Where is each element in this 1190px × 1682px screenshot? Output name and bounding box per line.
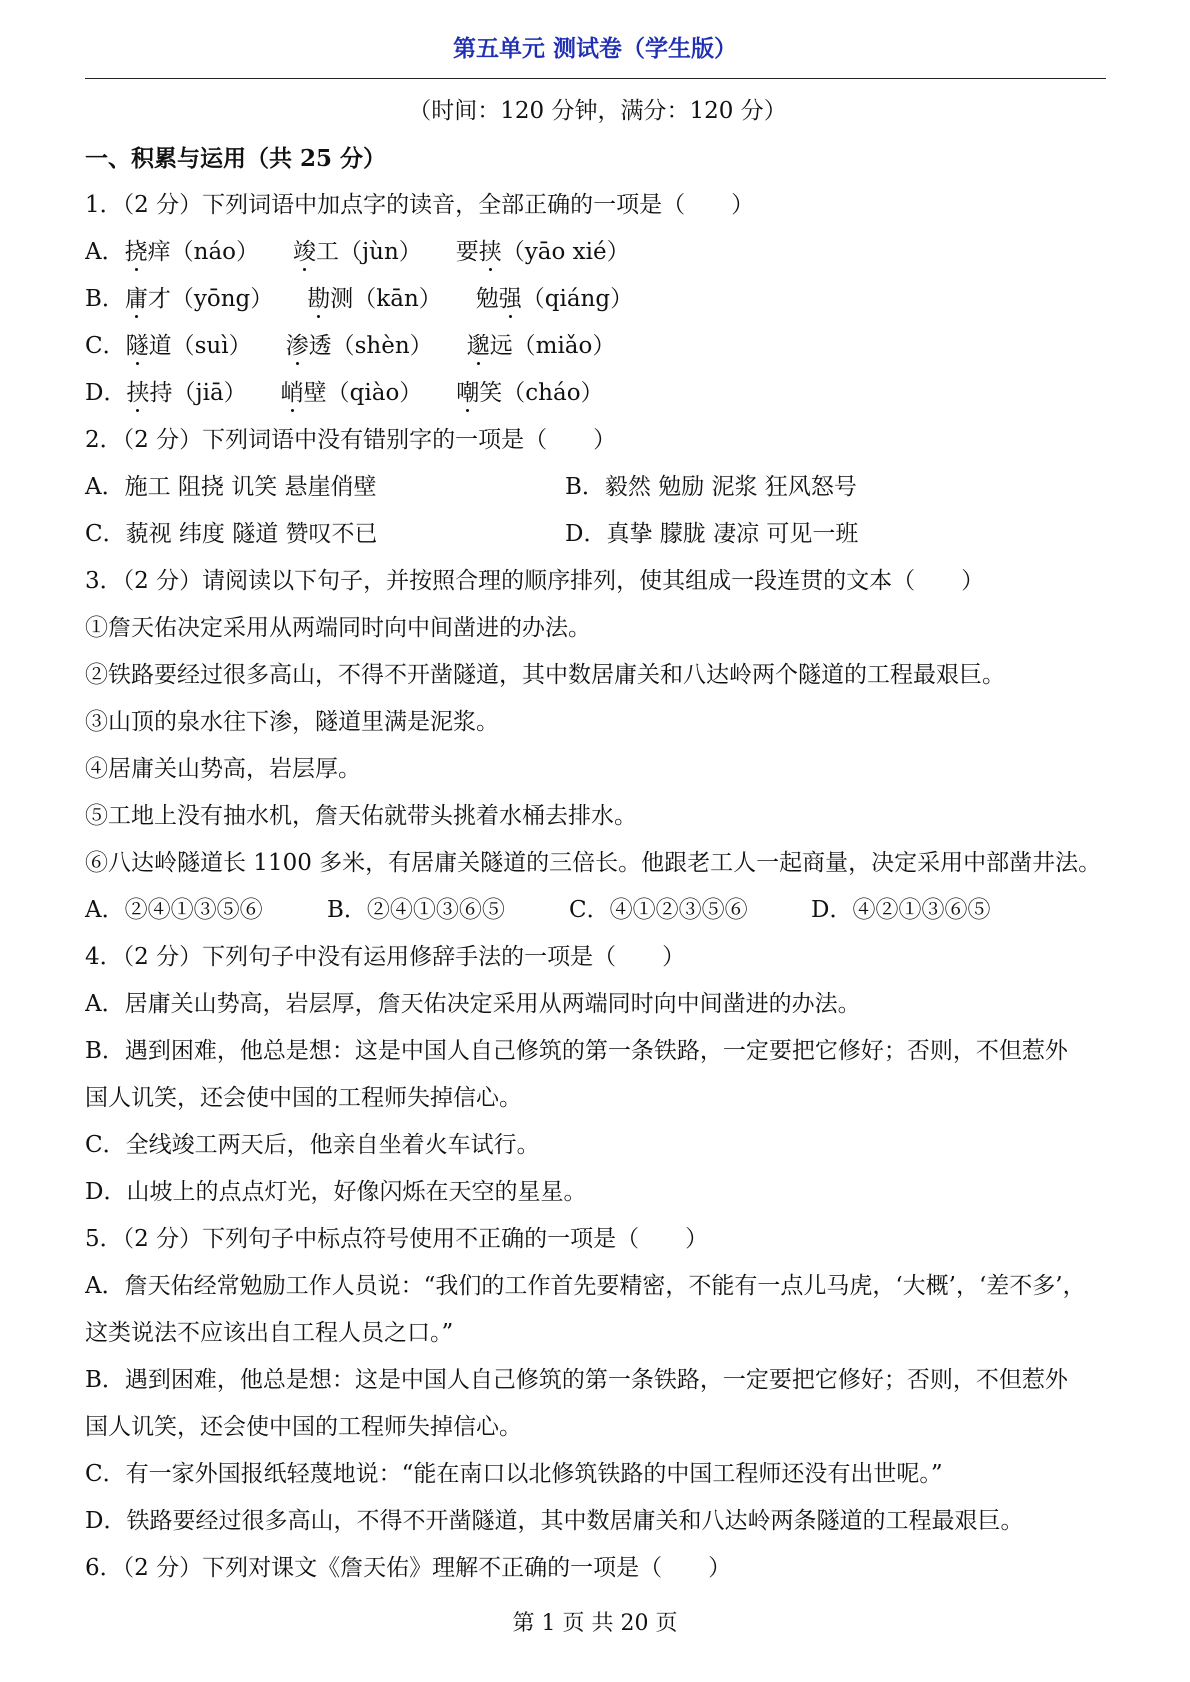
question-5-option-a-line-1: A．詹天佑经常勉励工作人员说：“我们的工作首先要精密，不能有一点儿马虎，‘大概’，‘差不多’， [85, 1273, 1086, 1299]
question-1-option-a [85, 229, 1110, 276]
question-4-option-d: D．山坡上的点点灯光，好像闪烁在天空的星星。 [85, 1179, 587, 1205]
question-3-option-a: A．②④①③⑤⑥ [85, 897, 263, 923]
question-4-option-b-line-1: B．遇到困难，他总是想：这是中国人自己修筑的第一条铁路，一定要把它修好；否则，不但惹外 [85, 1038, 1068, 1064]
emphasized-character: 强 [498, 286, 522, 312]
emphasized-character: 庸 [124, 286, 148, 312]
header-divider [85, 78, 1106, 79]
option-word [126, 380, 246, 406]
question-3-stem: 3．（2 分）请阅读以下句子，并按照合理的顺序排列，使其组成一段连贯的文本（ ） [85, 568, 985, 594]
option-label: D． [85, 380, 127, 406]
option-label: B． [85, 286, 125, 312]
option-word [476, 286, 633, 312]
question-3-sentence-2: ②铁路要经过很多高山，不得不开凿隧道，其中数居庸关和八达岭两个隧道的工程最艰巨。 [85, 662, 1005, 688]
question-2-option-c: C．藐视 纬度 隧道 赞叹不已 [85, 521, 378, 547]
emphasized-character: 峭 [280, 380, 304, 406]
exam-info: （时间：120 分钟，满分：120 分） [408, 98, 787, 124]
word-reading: 道（suì） [148, 333, 252, 359]
question-4-stem: 4．（2 分）下列句子中没有运用修辞手法的一项是（ ） [85, 944, 686, 970]
question-2-options-row-2 [85, 511, 1110, 558]
question-3-sentence-5: ⑤工地上没有抽水机，詹天佑就带头挑着水桶去排水。 [85, 803, 637, 829]
question-5-stem: 5．（2 分）下列句子中标点符号使用不正确的一项是（ ） [85, 1226, 709, 1252]
question-3-option-c: C．④①②③⑤⑥ [569, 897, 748, 923]
question-2-option-d: D．真挚 朦胧 凄凉 可见一班 [565, 521, 859, 547]
question-4-option-a: A．居庸关山势高，岩层厚，詹天佑决定采用从两端同时向中间凿进的办法。 [85, 991, 861, 1017]
section-title: 一、积累与运用（共 25 分） [85, 145, 387, 172]
question-3-option-b: B．②④①③⑥⑤ [327, 897, 505, 923]
question-2-option-b: B．毅然 勉励 泥浆 狂风怒号 [565, 474, 857, 500]
emphasized-character: 挟 [478, 239, 502, 265]
question-5-option-c: C．有一家外国报纸轻蔑地说：“能在南口以北修筑铁路的中国工程师还没有出世呢。” [85, 1461, 943, 1487]
word-reading: 远（miǎo） [489, 333, 616, 359]
option-word [456, 380, 603, 406]
word-reading: 工（jùn） [316, 239, 422, 265]
question-3-sentence-6: ⑥八达岭隧道长 1100 多米，有居庸关隧道的三倍长。他跟老工人一起商量，决定采用中部凿井法。 [85, 850, 1102, 876]
option-word [126, 333, 252, 359]
word-prefix: 要 [455, 239, 479, 265]
word-reading: 痒（náo） [147, 239, 259, 265]
emphasized-character: 渗 [285, 333, 309, 359]
page-title: 第五单元 测试卷（学生版） [452, 36, 737, 62]
question-3-sentence-4: ④居庸关山势高，岩层厚。 [85, 756, 361, 782]
word-reading: 壁（qiào） [303, 380, 423, 406]
emphasized-character: 隧 [125, 333, 149, 359]
question-5-option-d: D．铁路要经过很多高山，不得不开凿隧道，其中数居庸关和八达岭两条隧道的工程最艰巨。 [85, 1508, 1024, 1534]
question-2-stem: 2．（2 分）下列词语中没有错别字的一项是（ ） [85, 427, 617, 453]
option-word [125, 239, 259, 265]
question-5-option-b-line-2: 国人讥笑，还会使中国的工程师失掉信心。 [85, 1414, 522, 1440]
option-word [286, 333, 433, 359]
word-prefix: 勉 [475, 286, 499, 312]
word-reading: 笑（cháo） [479, 380, 604, 406]
question-2-option-a: A．施工 阻挠 讥笑 悬崖俏壁 [85, 474, 377, 500]
option-word [293, 239, 422, 265]
question-3-option-d: D．④②①③⑥⑤ [811, 897, 991, 923]
word-reading: 测（kān） [330, 286, 442, 312]
question-1-option-c [85, 323, 1110, 370]
question-3-sentence-3: ③山顶的泉水往下渗，隧道里满是泥浆。 [85, 709, 499, 735]
question-2-options-row-1 [85, 464, 1110, 511]
emphasized-character: 嘲 [456, 380, 480, 406]
question-3-options [85, 887, 1110, 934]
option-word [281, 380, 423, 406]
emphasized-character: 挟 [126, 380, 150, 406]
question-5-option-a-line-2: 这类说法不应该出自工程人员之口。” [85, 1320, 454, 1346]
emphasized-character: 邈 [466, 333, 490, 359]
word-reading: 才（yōng） [147, 286, 274, 312]
option-label: A． [85, 239, 125, 265]
option-label: C． [85, 333, 126, 359]
word-reading: 持（jiā） [149, 380, 247, 406]
question-1-option-d [85, 370, 1110, 417]
question-1-stem: 1．（2 分）下列词语中加点字的读音，全部正确的一项是（ ） [85, 192, 755, 218]
emphasized-character: 勘 [307, 286, 331, 312]
question-6-stem: 6．（2 分）下列对课文《詹天佑》理解不正确的一项是（ ） [85, 1555, 732, 1581]
word-reading: 透（shèn） [308, 333, 433, 359]
emphasized-character: 竣 [293, 239, 316, 265]
option-word [125, 286, 273, 312]
emphasized-character: 挠 [124, 239, 148, 265]
word-reading: （qiáng） [521, 286, 634, 312]
question-1-option-b [85, 276, 1110, 323]
question-5-option-b-line-1: B．遇到困难，他总是想：这是中国人自己修筑的第一条铁路，一定要把它修好；否则，不但惹外 [85, 1367, 1068, 1393]
option-word [307, 286, 441, 312]
question-4-option-c: C．全线竣工两天后，他亲自坐着火车试行。 [85, 1132, 540, 1158]
option-word [456, 239, 630, 265]
question-4-option-b-line-2: 国人讥笑，还会使中国的工程师失掉信心。 [85, 1085, 522, 1111]
option-word [467, 333, 616, 359]
page-number: 第 1 页 共 20 页 [512, 1611, 678, 1636]
exam-content [85, 88, 1110, 1592]
question-3-sentence-1: ①詹天佑决定采用从两端同时向中间凿进的办法。 [85, 615, 591, 641]
word-reading: （yāo xié） [501, 239, 630, 265]
